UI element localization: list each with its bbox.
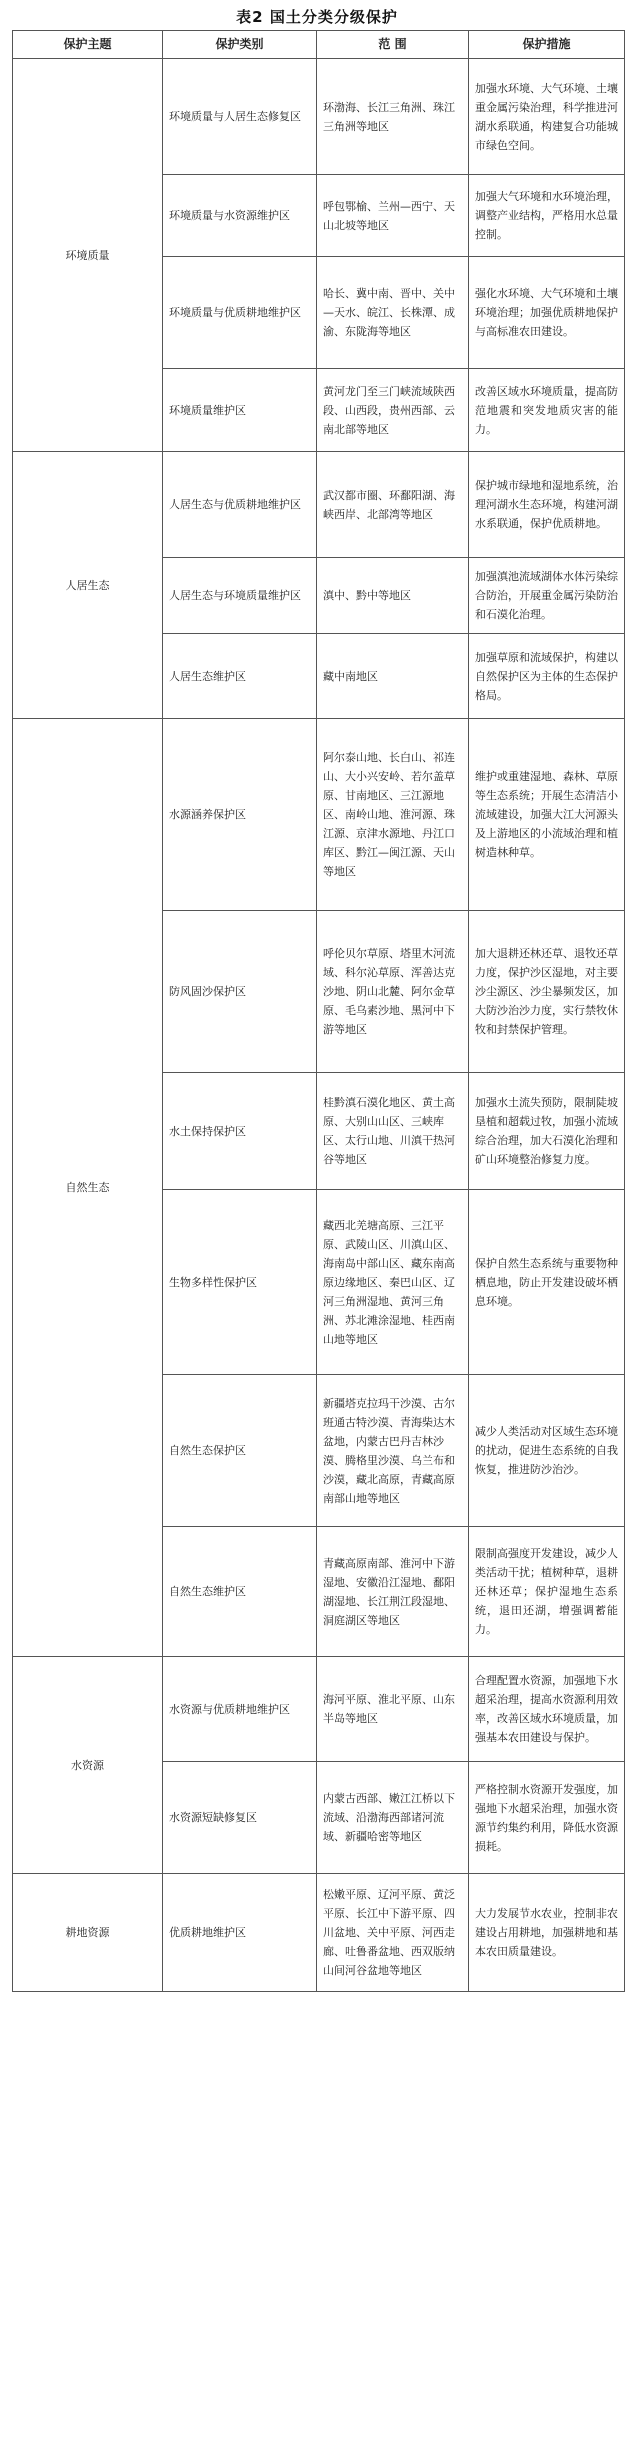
measures-cell: 维护或重建湿地、森林、草原等生态系统；开展生态清洁小流域建设，加强大江大河源头及上游地区的小流域治理和植树造林种草。 xyxy=(469,719,625,911)
protection-theme-cell: 水资源 xyxy=(13,1657,163,1874)
scope-cell: 海河平原、淮北平原、山东半岛等地区 xyxy=(317,1657,469,1762)
scope-cell: 武汉都市圈、环鄱阳湖、海峡西岸、北部湾等地区 xyxy=(317,452,469,558)
measures-cell: 加大退耕还林还草、退牧还草力度，保护沙区湿地，对主要沙尘源区、沙尘暴频发区，加大防沙治沙力度，实行禁牧休牧和封禁保护管理。 xyxy=(469,911,625,1073)
protection-type-cell: 自然生态维护区 xyxy=(163,1527,317,1657)
protection-theme-cell: 耕地资源 xyxy=(13,1874,163,1992)
protection-type-cell: 水土保持保护区 xyxy=(163,1073,317,1190)
measures-cell: 严格控制水资源开发强度，加强地下水超采治理，加强水资源节约集约利用，降低水资源损耗。 xyxy=(469,1762,625,1874)
protection-theme-cell: 人居生态 xyxy=(13,452,163,719)
scope-cell: 桂黔滇石漠化地区、黄土高原、大别山山区、三峡库区、太行山地、川滇干热河谷等地区 xyxy=(317,1073,469,1190)
measures-cell: 减少人类活动对区域生态环境的扰动，促进生态系统的自我恢复，推进防沙治沙。 xyxy=(469,1375,625,1527)
measures-cell: 合理配置水资源，加强地下水超采治理，提高水资源利用效率，改善区域水环境质量，加强基本农田建设与保护。 xyxy=(469,1657,625,1762)
header-scope: 范 围 xyxy=(317,31,469,59)
measures-cell: 加强草原和流域保护，构建以自然保护区为主体的生态保护格局。 xyxy=(469,634,625,719)
table-row xyxy=(13,719,625,911)
protection-type-cell: 环境质量与优质耕地维护区 xyxy=(163,257,317,369)
measures-cell: 加强大气环境和水环境治理，调整产业结构，严格用水总量控制。 xyxy=(469,175,625,257)
protection-type-cell: 水资源短缺修复区 xyxy=(163,1762,317,1874)
protection-type-cell: 优质耕地维护区 xyxy=(163,1874,317,1992)
scope-cell: 新疆塔克拉玛干沙漠、古尔班通古特沙漠、青海柴达木盆地，内蒙古巴丹吉林沙漠、腾格里沙漠、乌兰布和沙漠，藏北高原，青藏高原南部山地等地区 xyxy=(317,1375,469,1527)
protection-type-cell: 自然生态保护区 xyxy=(163,1375,317,1527)
measures-cell: 限制高强度开发建设，减少人类活动干扰；植树种草，退耕还林还草；保护湿地生态系统，退田还湖，增强调蓄能力。 xyxy=(469,1527,625,1657)
measures-cell: 保护自然生态系统与重要物种栖息地，防止开发建设破坏栖息环境。 xyxy=(469,1190,625,1375)
measures-cell: 改善区域水环境质量，提高防范地震和突发地质灾害的能力。 xyxy=(469,369,625,452)
scope-cell: 藏中南地区 xyxy=(317,634,469,719)
scope-cell: 呼伦贝尔草原、塔里木河流域、科尔沁草原、浑善达克沙地、阴山北麓、阿尔金草原、毛乌素沙地、黑河中下游等地区 xyxy=(317,911,469,1073)
protection-type-cell: 人居生态维护区 xyxy=(163,634,317,719)
protection-type-cell: 环境质量维护区 xyxy=(163,369,317,452)
protection-type-cell: 人居生态与环境质量维护区 xyxy=(163,558,317,634)
protection-type-cell: 环境质量与人居生态修复区 xyxy=(163,59,317,175)
measures-cell: 保护城市绿地和湿地系统，治理河湖水生态环境，构建河湖水系联通，保护优质耕地。 xyxy=(469,452,625,558)
header-protection-type: 保护类别 xyxy=(163,31,317,59)
land-protection-table xyxy=(12,30,625,1992)
protection-type-cell: 生物多样性保护区 xyxy=(163,1190,317,1375)
scope-cell: 内蒙古西部、嫩江江桥以下流域、沿渤海西部诸河流域、新疆哈密等地区 xyxy=(317,1762,469,1874)
measures-cell: 加强水土流失预防，限制陡坡垦植和超载过牧，加强小流域综合治理，加大石漠化治理和矿山环境整治修复力度。 xyxy=(469,1073,625,1190)
table-body xyxy=(13,59,625,1992)
protection-theme-cell: 环境质量 xyxy=(13,59,163,452)
table-caption: 表2 国土分类分级保护 xyxy=(236,8,398,26)
protection-theme-cell: 自然生态 xyxy=(13,719,163,1657)
measures-cell: 加强水环境、大气环境、土壤重金属污染治理，科学推进河湖水系联通，构建复合功能城市绿色空间。 xyxy=(469,59,625,175)
table-row xyxy=(13,59,625,175)
scope-cell: 滇中、黔中等地区 xyxy=(317,558,469,634)
scope-cell: 藏西北羌塘高原、三江平原、武陵山区、川滇山区、海南岛中部山区、藏东南高原边缘地区、秦巴山区、辽河三角洲湿地、黄河三角洲、苏北滩涂湿地、桂西南山地等地区 xyxy=(317,1190,469,1375)
scope-cell: 哈长、冀中南、晋中、关中—天水、皖江、长株潭、成渝、东陇海等地区 xyxy=(317,257,469,369)
scope-cell: 黄河龙门至三门峡流域陕西段、山西段，贵州西部、云南北部等地区 xyxy=(317,369,469,452)
protection-type-cell: 人居生态与优质耕地维护区 xyxy=(163,452,317,558)
protection-type-cell: 水资源与优质耕地维护区 xyxy=(163,1657,317,1762)
table-row xyxy=(13,1874,625,1992)
measures-cell: 加强滇池流域湖体水体污染综合防治，开展重金属污染防治和石漠化治理。 xyxy=(469,558,625,634)
table-header-row xyxy=(13,31,625,59)
measures-cell: 大力发展节水农业，控制非农建设占用耕地，加强耕地和基本农田质量建设。 xyxy=(469,1874,625,1992)
protection-type-cell: 水源涵养保护区 xyxy=(163,719,317,911)
scope-cell: 呼包鄂榆、兰州—西宁、天山北坡等地区 xyxy=(317,175,469,257)
measures-cell: 强化水环境、大气环境和土壤环境治理；加强优质耕地保护与高标准农田建设。 xyxy=(469,257,625,369)
scope-cell: 环渤海、长江三角洲、珠江三角洲等地区 xyxy=(317,59,469,175)
table-row xyxy=(13,1657,625,1762)
protection-type-cell: 防风固沙保护区 xyxy=(163,911,317,1073)
scope-cell: 松嫩平原、辽河平原、黄泛平原、长江中下游平原、四川盆地、关中平原、河西走廊、吐鲁番盆地、西双版纳山间河谷盆地等地区 xyxy=(317,1874,469,1992)
scope-cell: 阿尔泰山地、长白山、祁连山、大小兴安岭、若尔盖草原、甘南地区、三江源地区、南岭山地、淮河源、珠江源、京津水源地、丹江口库区、黔江—闽江源、天山等地区 xyxy=(317,719,469,911)
scope-cell: 青藏高原南部、淮河中下游湿地、安徽沿江湿地、鄱阳湖湿地、长江荆江段湿地、洞庭湖区等地区 xyxy=(317,1527,469,1657)
header-measures: 保护措施 xyxy=(469,31,625,59)
header-protection-theme: 保护主题 xyxy=(13,31,163,59)
protection-type-cell: 环境质量与水资源维护区 xyxy=(163,175,317,257)
table-row xyxy=(13,452,625,558)
